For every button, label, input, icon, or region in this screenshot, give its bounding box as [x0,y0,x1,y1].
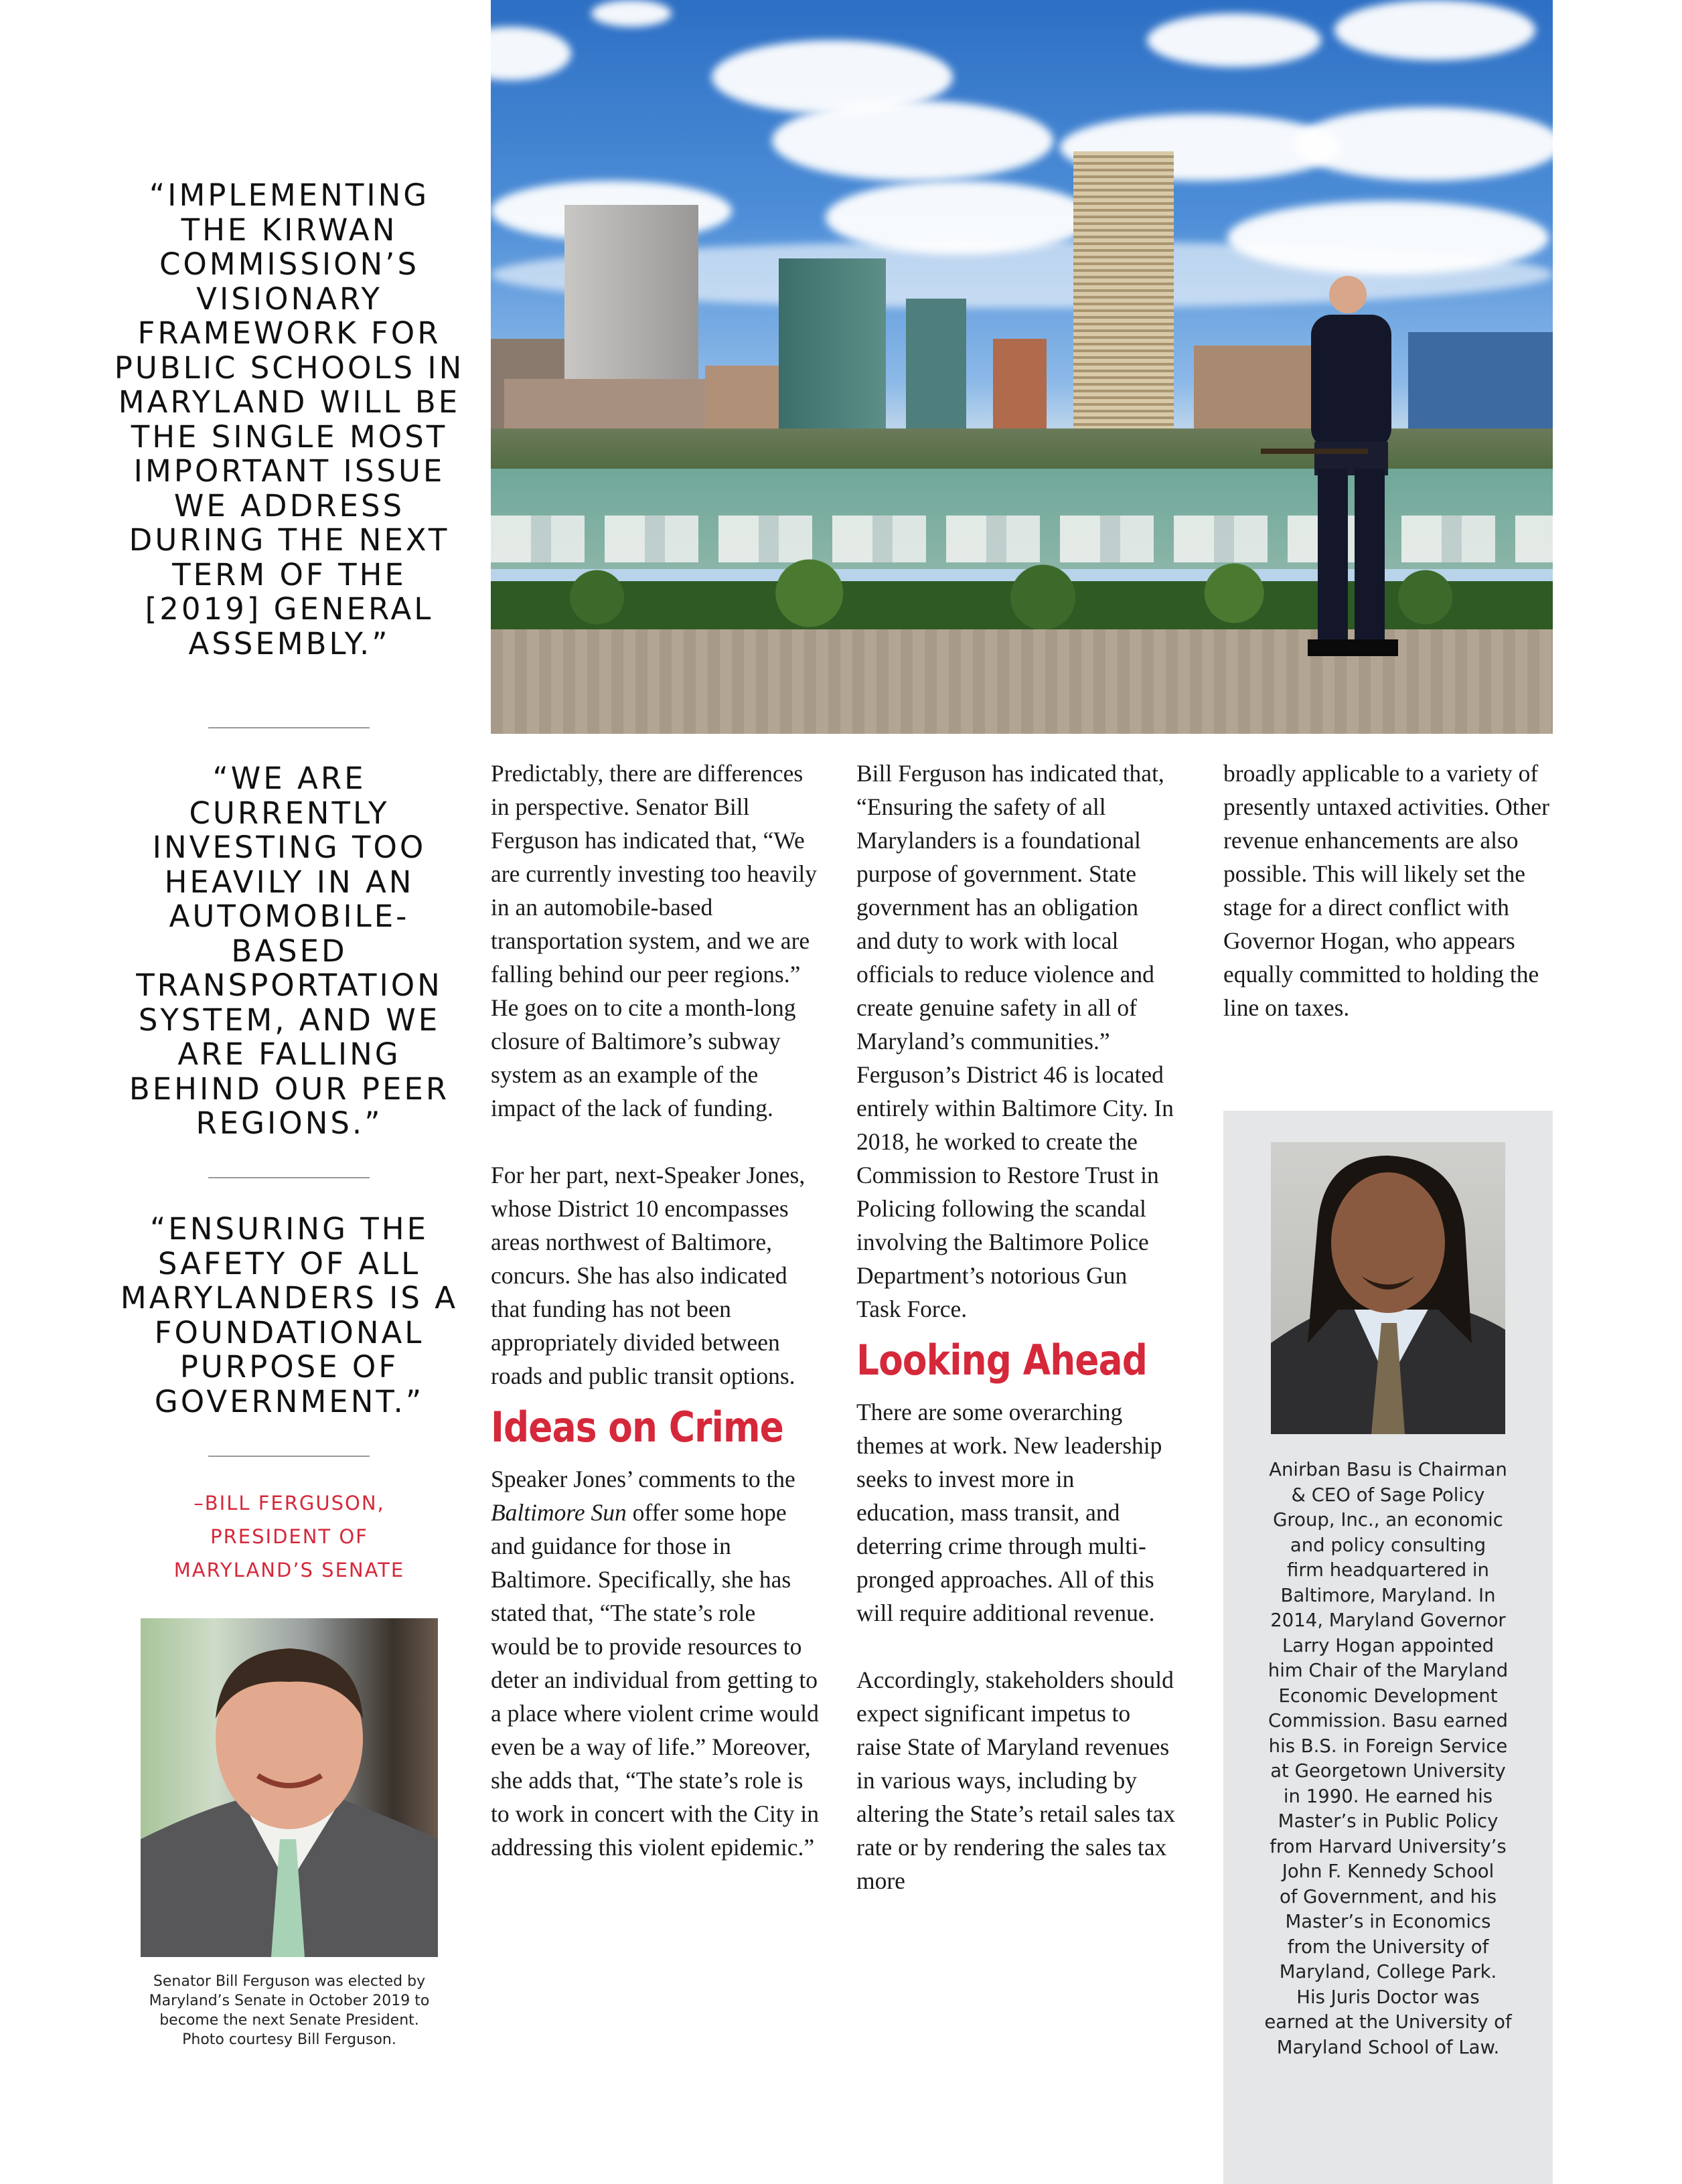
article-paragraph: Bill Ferguson has indicated that, “Ensuring the safety of all Marylanders is a foundational purpose of government. State government has an obligation and duty to work with local officials to reduce violence and create genuine safety in all of Maryland’s communities.” Ferguson’s District 46 is located entirely within Baltimore City. In 2018, he worked to create the Commission to Restore Trust in Policing following the scandal involving the Baltimore Police Department’s notorious Gun Task Force. [856,760,1174,1322]
text-run: Speaker Jones’ comments to the [491,1466,795,1492]
article-paragraph: Accordingly, stakeholders should expect significant impetus to raise State of Maryland revenues in various ways, including by altering the State’s retail sales tax rate or by rendering the sales tax more [856,1666,1176,1894]
bio-line: firm headquartered in [1287,1559,1489,1581]
bio-line: earned at the University of [1264,2011,1512,2033]
bill-ferguson-photo [141,1618,438,1957]
bio-line: him Chair of the Maryland [1268,1660,1509,1681]
bio-line: Maryland School of Law. [1276,2036,1500,2058]
pull-quote-safety: “ENSURING THE SAFETY OF ALL MARYLANDERS IS A FOUNDATIONAL PURPOSE OF GOVERNMENT.” [120,1211,459,1419]
pull-quote-kirwan: “IMPLEMENTING THE KIRWAN COMMISSION’S VISIONARY FRAMEWORK FOR PUBLIC SCHOOLS IN MARYLAND WILL BE THE SINGLE MOST IMPORTANT ISSUE WE ADDRESS DURING THE NEXT TERM OF THE [2019] GENERAL ASSEMBLY.” [114,177,465,661]
bio-line: in 1990. He earned his [1283,1785,1493,1807]
bio-line: Maryland, College Park. [1279,1961,1497,1982]
caption-line: Photo courtesy Bill Ferguson. [182,2031,396,2048]
article-column-3 [1223,757,1553,1024]
article-paragraph [491,1462,819,1864]
text-run: offer some hope and guidance for those in Baltimore. Specifically, she has stated that, “The state’s role would be to provide resources to deter an individual from getting to a place where violent crime would even be a way of life.” Moreover, she adds that, “The state’s role is to work in concert with the City in addressing this violent epidemic.” [491,1499,820,1861]
bio-line: & CEO of Sage Policy [1291,1484,1485,1506]
bio-line: John F. Kennedy School [1282,1861,1495,1882]
divider [208,1456,370,1457]
attribution-line: PRESIDENT OF [210,1525,368,1548]
bio-line: Larry Hogan appointed [1282,1634,1495,1656]
bio-line: Commission. Basu earned [1268,1710,1508,1731]
bio-line: Baltimore, Maryland. In [1280,1584,1496,1606]
article-column-2 [856,757,1176,1897]
anirban-basu-photo [1271,1142,1505,1434]
divider [208,1177,370,1178]
bio-line: and policy consulting [1290,1534,1486,1556]
bio-line: from the University of [1287,1936,1489,1958]
bio-line: from Harvard University’s [1270,1835,1507,1857]
article-paragraph: There are some overarching themes at work. New leadership seeks to invest more in education, mass transit, and deterring crime through multi-pronged approaches. All of this will require additional revenue. [856,1399,1162,1626]
article-paragraph: Predictably, there are differences in perspective. Senator Bill Ferguson has indicated that, “We are currently investing too heavily in an automobile-based transportation system, and we are falling behind our peer regions.” He goes on to cite a month-long closure of Baltimore’s subway system as an example of the impact of the lack of funding. [491,760,817,1121]
bio-line: 2014, Maryland Governor [1270,1610,1506,1631]
bio-line: Anirban Basu is Chairman [1269,1459,1507,1480]
caption-line: Senator Bill Ferguson was elected by [153,1973,426,1990]
hero-photo-baltimore-harbor [491,0,1553,734]
section-heading-looking-ahead: Looking Ahead [856,1336,1148,1385]
caption-line: Maryland’s Senate in October 2019 to [149,1993,430,2009]
caption-line: become the next Senate President. [159,2012,419,2029]
publication-name: Baltimore Sun [491,1499,627,1526]
author-bio-text [1223,1458,1553,2060]
article-paragraph: For her part, next-Speaker Jones, whose District 10 encompasses areas northwest of Baltimore, concurs. She has also indicated that funding has not been appropriately divided between roads and public transit options. [491,1162,806,1389]
article-paragraph: broadly applicable to a variety of presently untaxed activities. Other revenue enhancements are also possible. This will likely set the stage for a direct conflict with Governor Hogan, who appears equally committed to holding the line on taxes. [1223,760,1549,1021]
bio-line: His Juris Doctor was [1296,1986,1480,2008]
bio-line: of Government, and his [1279,1885,1497,1907]
quote-attribution [127,1486,451,1587]
article-column-1 [491,757,819,1864]
bio-line: Master’s in Public Policy [1278,1810,1499,1832]
divider [208,727,370,728]
bio-line: Economic Development [1278,1685,1498,1707]
police-officer-figure [1261,268,1422,670]
bio-line: his B.S. in Foreign Service [1268,1735,1508,1757]
bio-line: at Georgetown University [1270,1760,1506,1782]
ferguson-photo-caption [141,1972,438,2049]
bio-line: Group, Inc., an economic [1273,1509,1503,1531]
attribution-line: –BILL FERGUSON, [194,1492,385,1514]
section-heading-ideas-on-crime: Ideas on Crime [491,1403,784,1452]
attribution-line: MARYLAND’S SENATE [173,1559,405,1581]
bio-line: Master’s in Economics [1285,1911,1491,1932]
pull-quote-transportation: “WE ARE CURRENTLY INVESTING TOO HEAVILY IN AN AUTOMOBILE-BASED TRANSPORTATION SYSTEM, AND WE ARE FALLING BEHIND OUR PEER REGIONS.” [129,761,450,1141]
